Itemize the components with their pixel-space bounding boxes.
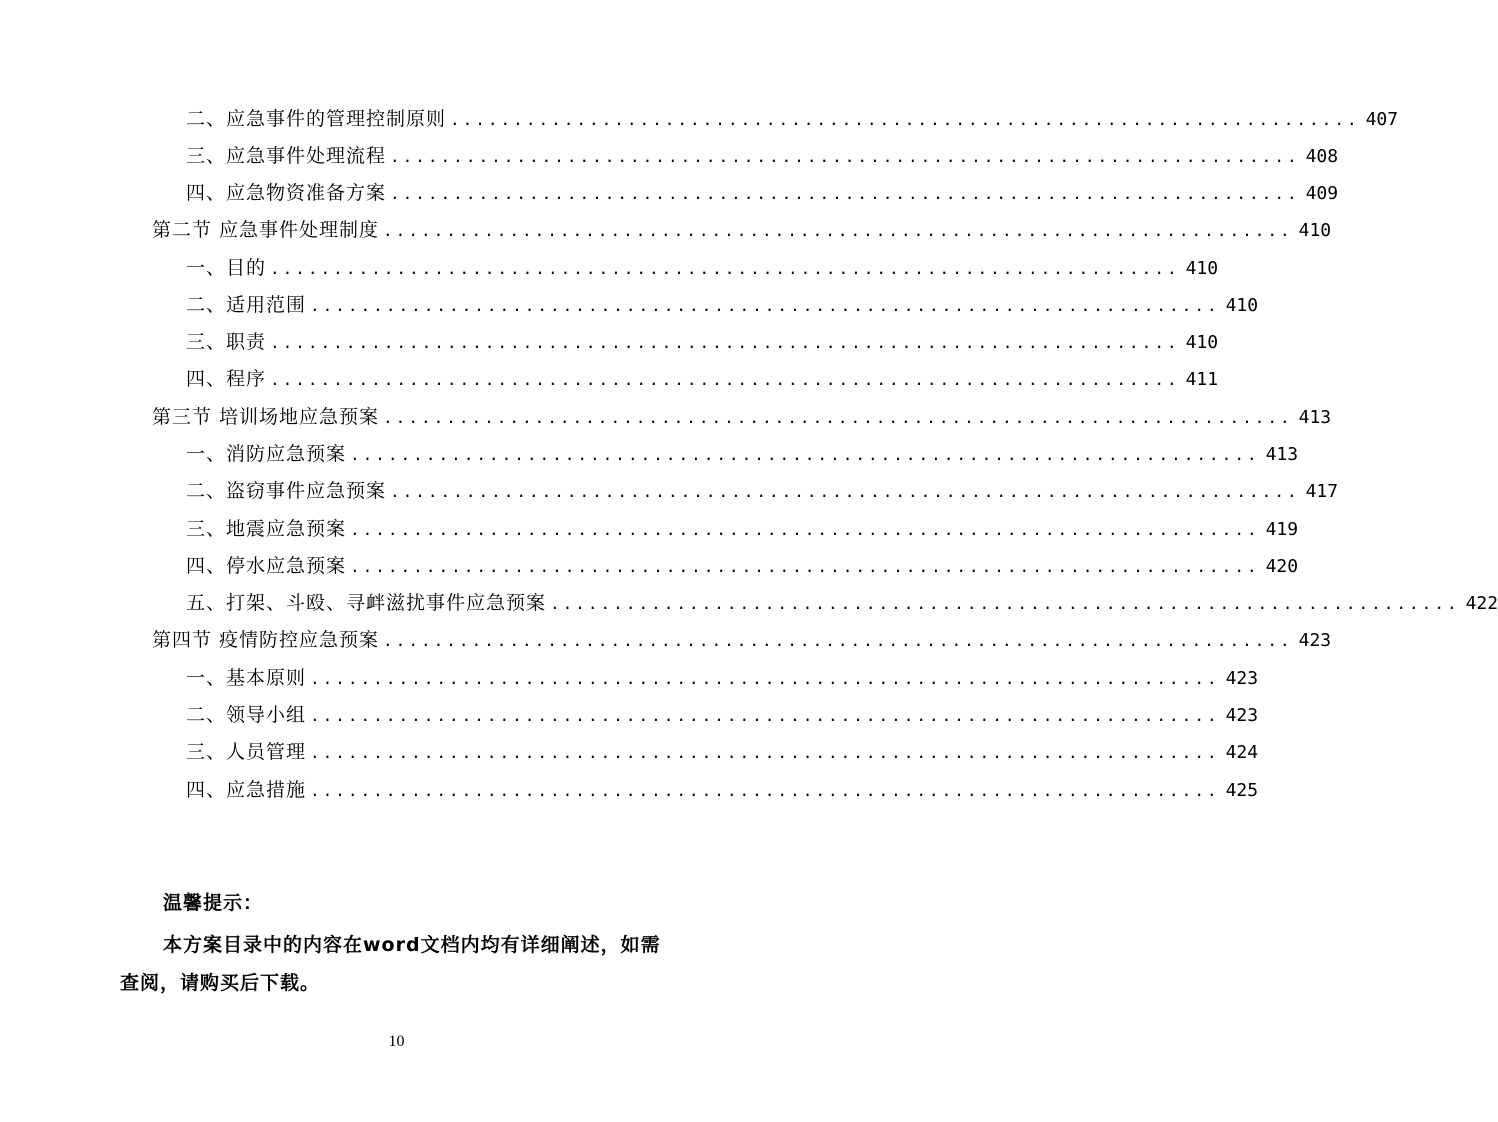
page-number: 10 <box>388 1033 405 1050</box>
toc-leader-dots: ........................................................................ <box>310 296 1220 315</box>
toc-entry-page: 413 <box>1265 444 1299 465</box>
toc-entry[interactable] <box>186 660 1259 697</box>
toc-entry-label: 第三节 培训场地应急预案 <box>152 406 380 428</box>
toc-entry-page: 422 <box>1465 593 1498 614</box>
toc-entry-label: 二、应急事件的管理控制原则 <box>186 108 447 130</box>
toc-entry-label: 第二节 应急事件处理制度 <box>152 219 380 241</box>
toc-entry[interactable] <box>186 101 1399 138</box>
toc-entry[interactable] <box>186 511 1299 548</box>
toc-section-entry[interactable] <box>152 399 1332 436</box>
toc-leader-dots: ........................................................................ <box>383 408 1293 427</box>
tip-title: 温馨提示： <box>163 892 264 914</box>
toc-entry-page: 423 <box>1225 705 1259 726</box>
toc-section-entry[interactable] <box>152 212 1332 249</box>
toc-entry-label: 二、盗窃事件应急预案 <box>186 480 387 502</box>
toc-leader-dots: ........................................................................ <box>383 221 1293 240</box>
toc-entry-label: 三、人员管理 <box>186 741 307 763</box>
toc-entry-page: 423 <box>1298 630 1332 651</box>
toc-entry-page: 410 <box>1225 295 1259 316</box>
toc-entry[interactable] <box>186 697 1259 734</box>
toc-entry[interactable] <box>186 734 1259 771</box>
toc-entry-page: 409 <box>1305 183 1339 204</box>
toc-leader-dots: ........................................................................ <box>390 147 1300 166</box>
toc-entry-label: 四、应急措施 <box>186 779 307 801</box>
toc-entry-label: 四、应急物资准备方案 <box>186 182 387 204</box>
toc-leader-dots: ........................................................................ <box>310 743 1220 762</box>
toc-entry-label: 五、打架、斗殴、寻衅滋扰事件应急预案 <box>186 592 547 614</box>
toc-leader-dots: ........................................................................ <box>310 706 1220 725</box>
toc-entry[interactable] <box>186 287 1259 324</box>
toc-entry-label: 一、目的 <box>186 257 267 279</box>
toc-entry-page: 410 <box>1185 332 1219 353</box>
toc-leader-dots: ........................................................................ <box>310 669 1220 688</box>
toc-entry-page: 419 <box>1265 519 1299 540</box>
toc-entry-page: 417 <box>1305 481 1339 502</box>
toc-entry-page: 407 <box>1365 109 1399 130</box>
toc-leader-dots: ........................................................................ <box>390 482 1300 501</box>
toc-entry[interactable] <box>186 473 1339 510</box>
toc-entry-label: 一、消防应急预案 <box>186 443 347 465</box>
toc-entry[interactable] <box>186 361 1219 398</box>
tip-body: 本方案目录中的内容在word文档内均有详细阐述，如需查阅，请购买后下载。 <box>120 934 661 994</box>
toc-entry-label: 四、程序 <box>186 368 267 390</box>
toc-leader-dots: ........................................................................ <box>390 184 1300 203</box>
toc-entry[interactable] <box>186 548 1299 585</box>
toc-entry-label: 四、停水应急预案 <box>186 555 347 577</box>
toc-leader-dots: ........................................................................ <box>350 557 1260 576</box>
toc-leader-dots: ........................................................................ <box>310 781 1220 800</box>
toc-entry[interactable] <box>186 585 1498 622</box>
toc-entry-page: 411 <box>1185 369 1219 390</box>
toc-entry-page: 410 <box>1298 220 1332 241</box>
toc-entry[interactable] <box>186 138 1339 175</box>
toc-entry-page: 423 <box>1225 668 1259 689</box>
toc-entry-page: 408 <box>1305 146 1339 167</box>
toc-entry-page: 425 <box>1225 780 1259 801</box>
toc-entry-page: 410 <box>1185 258 1219 279</box>
toc-entry[interactable] <box>186 436 1299 473</box>
toc-entry-label: 二、适用范围 <box>186 294 307 316</box>
toc-entry-page: 420 <box>1265 556 1299 577</box>
toc-entry-label: 二、领导小组 <box>186 704 307 726</box>
toc-entry[interactable] <box>186 175 1339 212</box>
toc-entry-page: 424 <box>1225 742 1259 763</box>
toc-leader-dots: ........................................................................ <box>383 631 1293 650</box>
toc-entry[interactable] <box>186 324 1219 361</box>
toc-leader-dots: ........................................................................ <box>270 259 1180 278</box>
toc-entry-page: 413 <box>1298 407 1332 428</box>
toc-entry[interactable] <box>186 772 1259 809</box>
toc-leader-dots: ........................................................................ <box>550 594 1460 613</box>
toc-leader-dots: ........................................................................ <box>270 370 1180 389</box>
toc-leader-dots: ........................................................................ <box>350 445 1260 464</box>
toc-entry-label: 一、基本原则 <box>186 667 307 689</box>
toc-entry-label: 三、职责 <box>186 331 267 353</box>
toc-leader-dots: ........................................................................ <box>350 520 1260 539</box>
toc-entry[interactable] <box>186 250 1219 287</box>
toc-entry-label: 三、应急事件处理流程 <box>186 145 387 167</box>
toc-entry-label: 第四节 疫情防控应急预案 <box>152 629 380 651</box>
toc-leader-dots: ........................................................................ <box>270 333 1180 352</box>
toc-leader-dots: ........................................................................ <box>450 110 1360 129</box>
toc-section-entry[interactable] <box>152 622 1332 659</box>
toc-entry-label: 三、地震应急预案 <box>186 518 347 540</box>
